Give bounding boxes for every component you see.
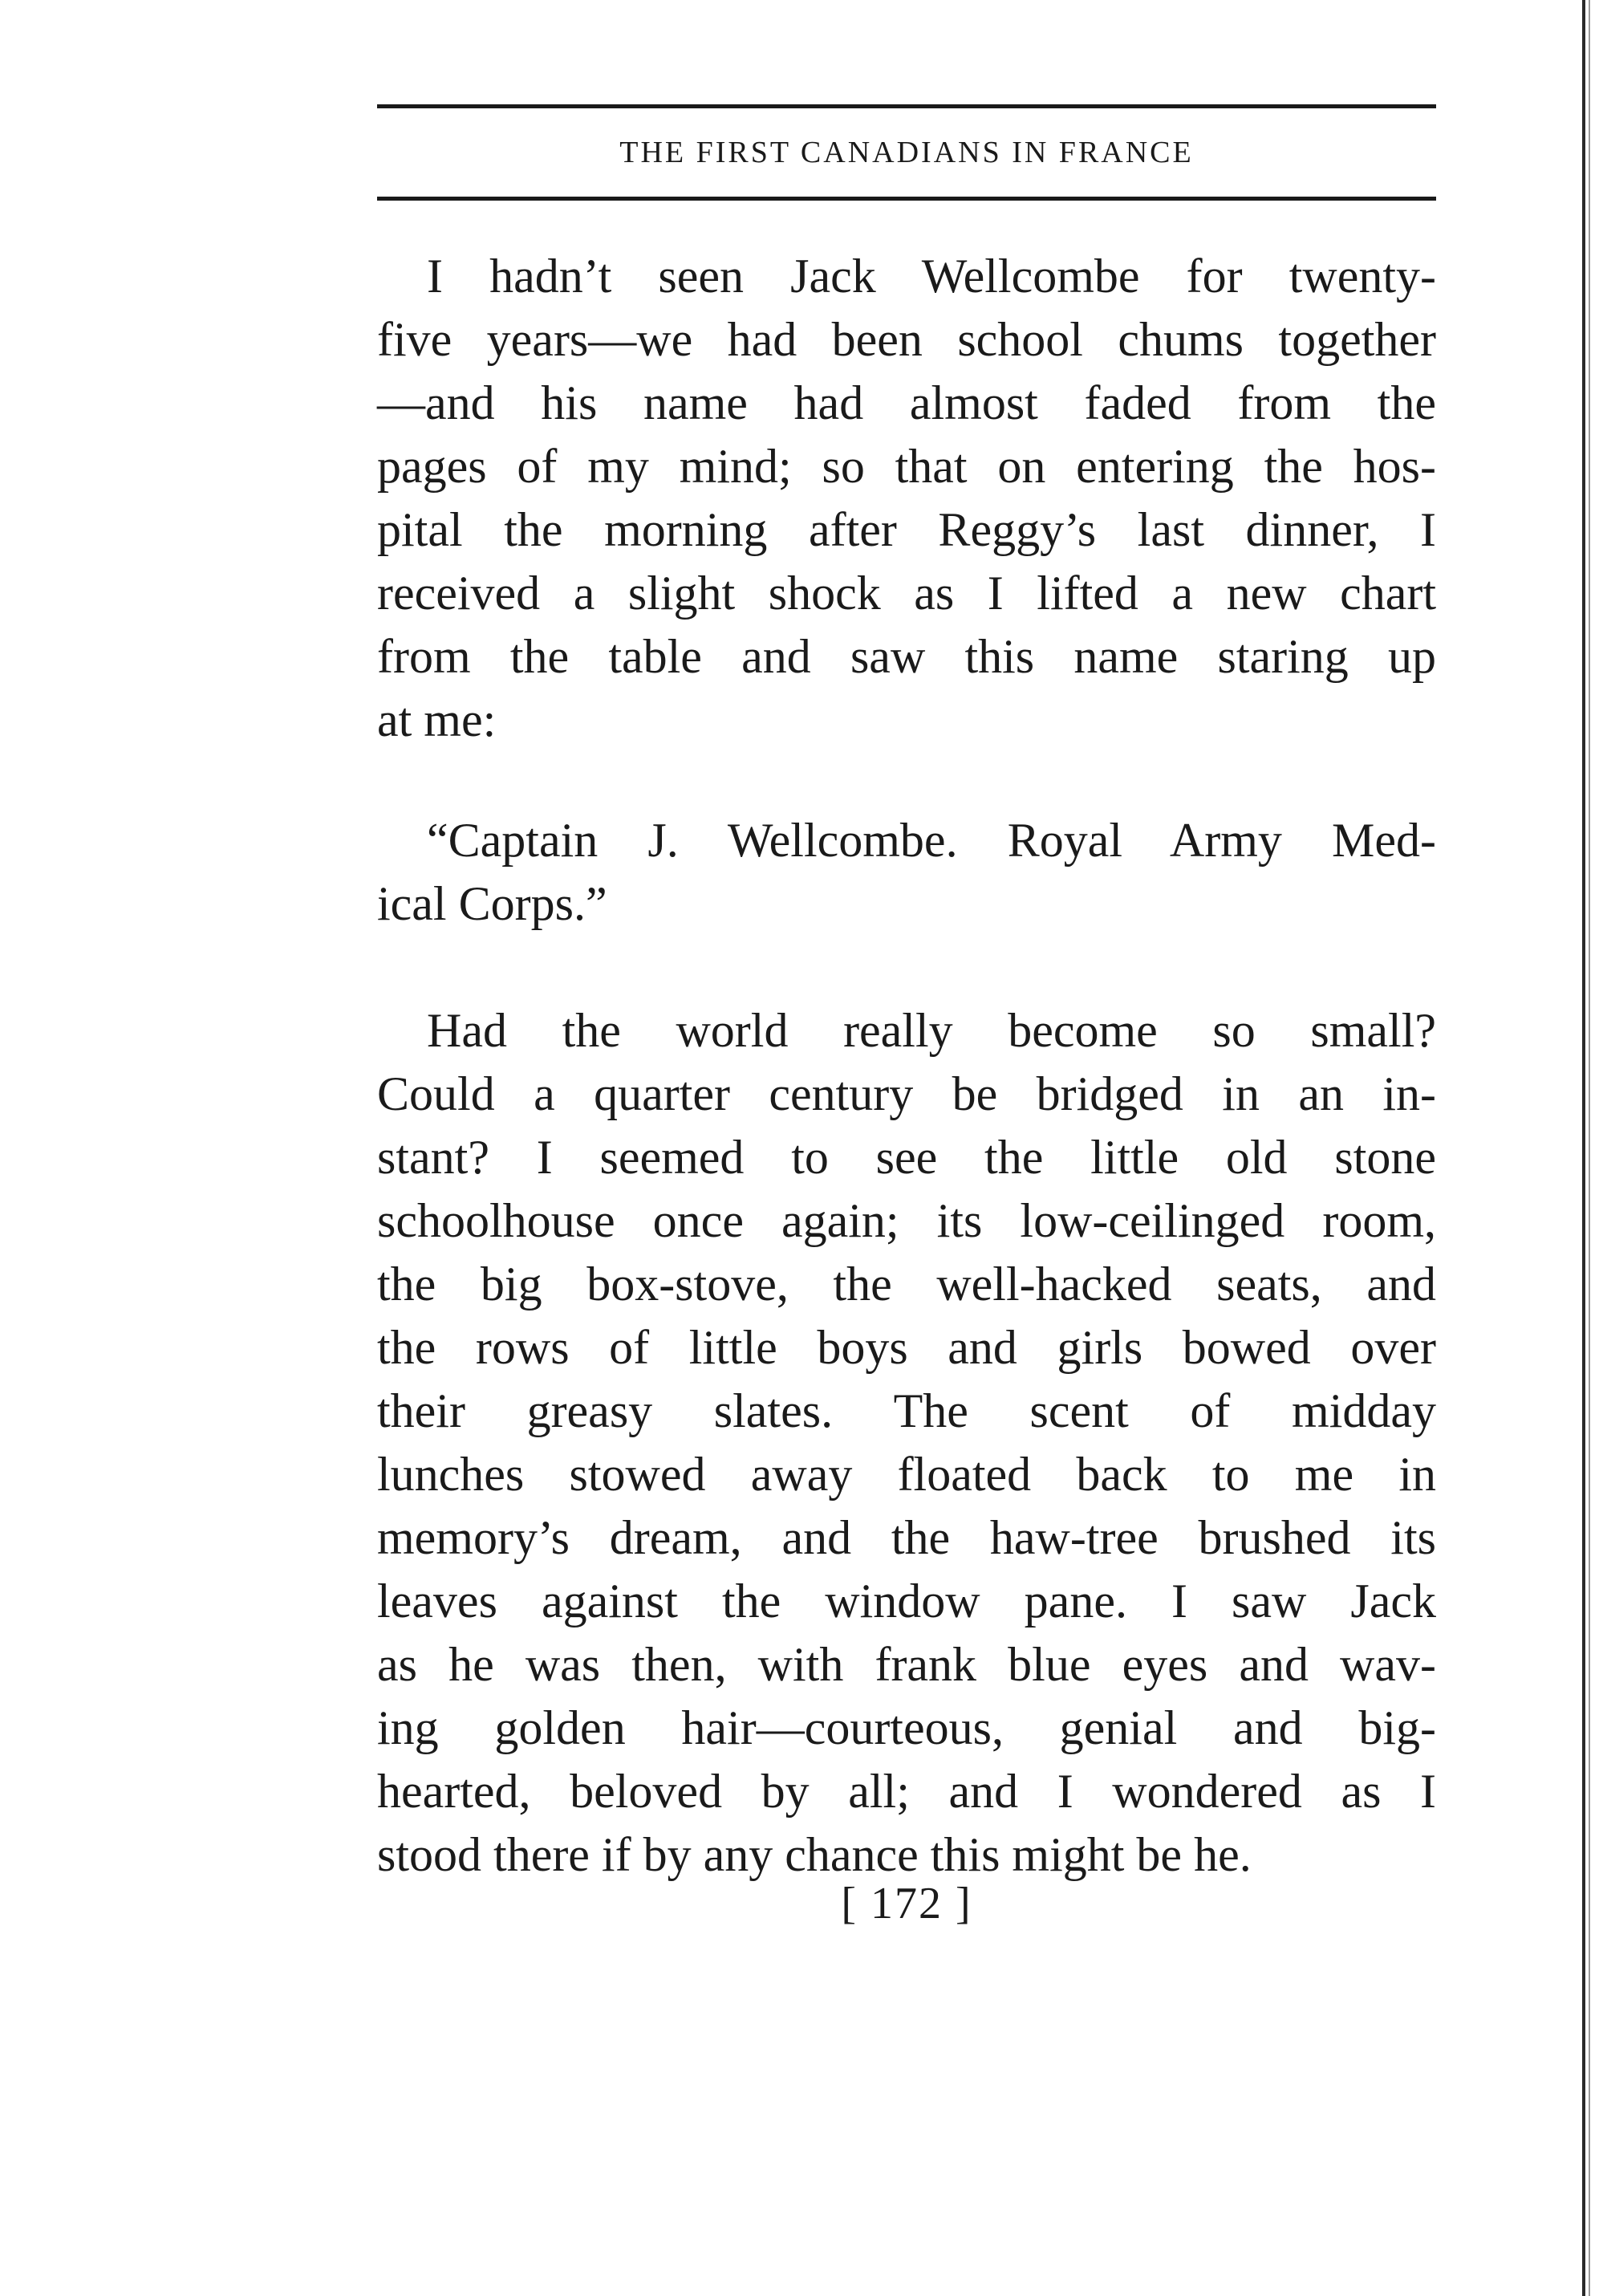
text-line: at me: xyxy=(377,693,497,746)
scan-edge-line xyxy=(1582,0,1585,2296)
header-rule-bottom xyxy=(377,197,1436,201)
text-line: stood there if by any chance this might be he. xyxy=(377,1828,1252,1881)
text-line: ing golden hair—courteous, genial and big- xyxy=(377,1701,1436,1754)
paragraph-3 xyxy=(377,999,1436,1887)
paragraph-2 xyxy=(377,809,1436,936)
text-line: the rows of little boys and girls bowed over xyxy=(377,1321,1436,1374)
text-line: pital the morning after Reggy’s last dinner, I xyxy=(377,503,1436,556)
text-line: —and his name had almost faded from the xyxy=(377,376,1436,429)
text-line: pages of my mind; so that on entering the hos- xyxy=(377,440,1436,493)
text-line: stant? I seemed to see the little old stone xyxy=(377,1131,1436,1184)
text-line: Had the world really become so small? xyxy=(427,1004,1436,1057)
text-line: “Captain J. Wellcombe. Royal Army Med- xyxy=(427,814,1436,867)
text-line: as he was then, with frank blue eyes and wav- xyxy=(377,1638,1436,1691)
text-line: five years—we had been school chums together xyxy=(377,313,1436,366)
text-line: the big box-stove, the well-hacked seats, and xyxy=(377,1258,1436,1311)
text-line: schoolhouse once again; its low-ceilinged room, xyxy=(377,1194,1436,1247)
paragraph-1 xyxy=(377,245,1436,752)
text-line: I hadn’t seen Jack Wellcombe for twenty- xyxy=(427,250,1436,303)
text-line: memory’s dream, and the haw-tree brushed its xyxy=(377,1511,1436,1564)
scan-edge-line-thin xyxy=(1589,0,1590,2296)
text-line: leaves against the window pane. I saw Jack xyxy=(377,1575,1436,1628)
running-head: THE FIRST CANADIANS IN FRANCE xyxy=(619,136,1194,169)
text-line: lunches stowed away floated back to me in xyxy=(377,1448,1436,1501)
text-line: ical Corps.” xyxy=(377,877,607,930)
text-line: Could a quarter century be bridged in an in- xyxy=(377,1067,1436,1120)
header-rule-top xyxy=(377,104,1436,108)
text-line: from the table and saw this name staring up xyxy=(377,630,1436,683)
page-number: [ 172 ] xyxy=(841,1879,972,1928)
text-line: their greasy slates. The scent of midday xyxy=(377,1384,1436,1437)
text-line: hearted, beloved by all; and I wondered as I xyxy=(377,1765,1436,1818)
text-line: received a slight shock as I lifted a new chart xyxy=(377,567,1436,620)
